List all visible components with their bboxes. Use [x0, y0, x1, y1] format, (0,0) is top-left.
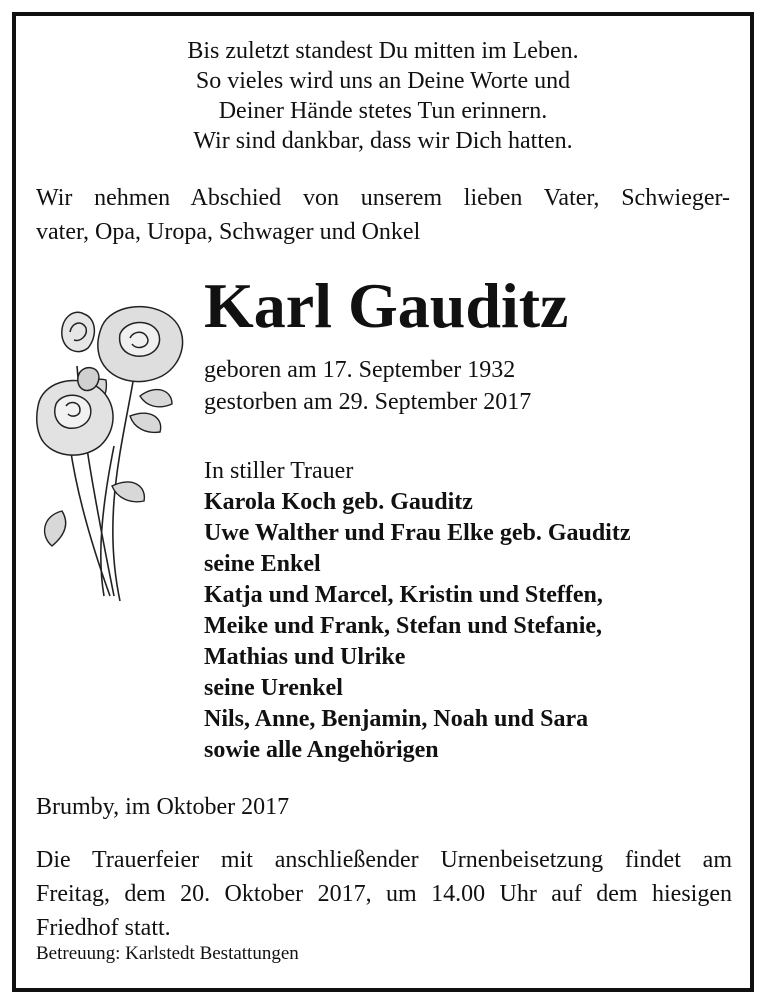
poem-line: So vieles wird uns an Deine Worte und	[195, 68, 571, 94]
funeral-line: Die Trauerfeier mit anschließender Urnenbeisetzung findet am	[36, 847, 732, 873]
intro-line: vater, Opa, Uropa, Schwager und Onkel	[36, 219, 421, 245]
mourners-block	[204, 456, 631, 766]
mourner-line: Karola Koch geb. Gauditz	[204, 489, 473, 515]
intro-text	[36, 181, 730, 249]
mourner-line: Meike und Frank, Stefan und Stefanie,	[204, 613, 603, 639]
life-dates	[204, 354, 531, 418]
place-date: Brumby, im Oktober 2017	[36, 794, 290, 820]
obituary-frame	[12, 12, 754, 992]
poem-line: Deiner Hände stetes Tun erinnern.	[218, 98, 548, 124]
undertaker-credit: Betreuung: Karlstedt Bestattungen	[36, 943, 299, 964]
poem	[16, 36, 750, 156]
mourner-line: sowie alle Angehörigen	[204, 737, 439, 763]
poem-line: Bis zuletzt standest Du mitten im Leben.	[187, 38, 579, 64]
birth-date: geboren am 17. September 1932	[204, 357, 516, 383]
mourner-line: Nils, Anne, Benjamin, Noah und Sara	[204, 706, 589, 732]
mourner-line: Uwe Walther und Frau Elke geb. Gauditz	[204, 520, 631, 546]
mourner-line: seine Urenkel	[204, 675, 343, 701]
mourner-line: seine Enkel	[204, 551, 321, 577]
roses-illustration-icon	[22, 296, 192, 606]
funeral-line: Freitag, dem 20. Oktober 2017, um 14.00 Uhr auf dem hiesigen	[36, 881, 732, 907]
poem-line: Wir sind dankbar, dass wir Dich hatten.	[193, 128, 573, 154]
death-date: gestorben am 29. September 2017	[204, 389, 532, 415]
mourners-heading: In stiller Trauer	[204, 458, 354, 484]
mourner-line: Mathias und Ulrike	[204, 644, 406, 670]
mourner-line: Katja und Marcel, Kristin und Steffen,	[204, 582, 603, 608]
funeral-line: Friedhof statt.	[36, 915, 171, 941]
funeral-info	[36, 843, 732, 945]
deceased-name: Karl Gauditz	[204, 270, 569, 341]
intro-line: Wir nehmen Abschied von unserem lieben Vater, Schwieger-	[36, 185, 730, 211]
